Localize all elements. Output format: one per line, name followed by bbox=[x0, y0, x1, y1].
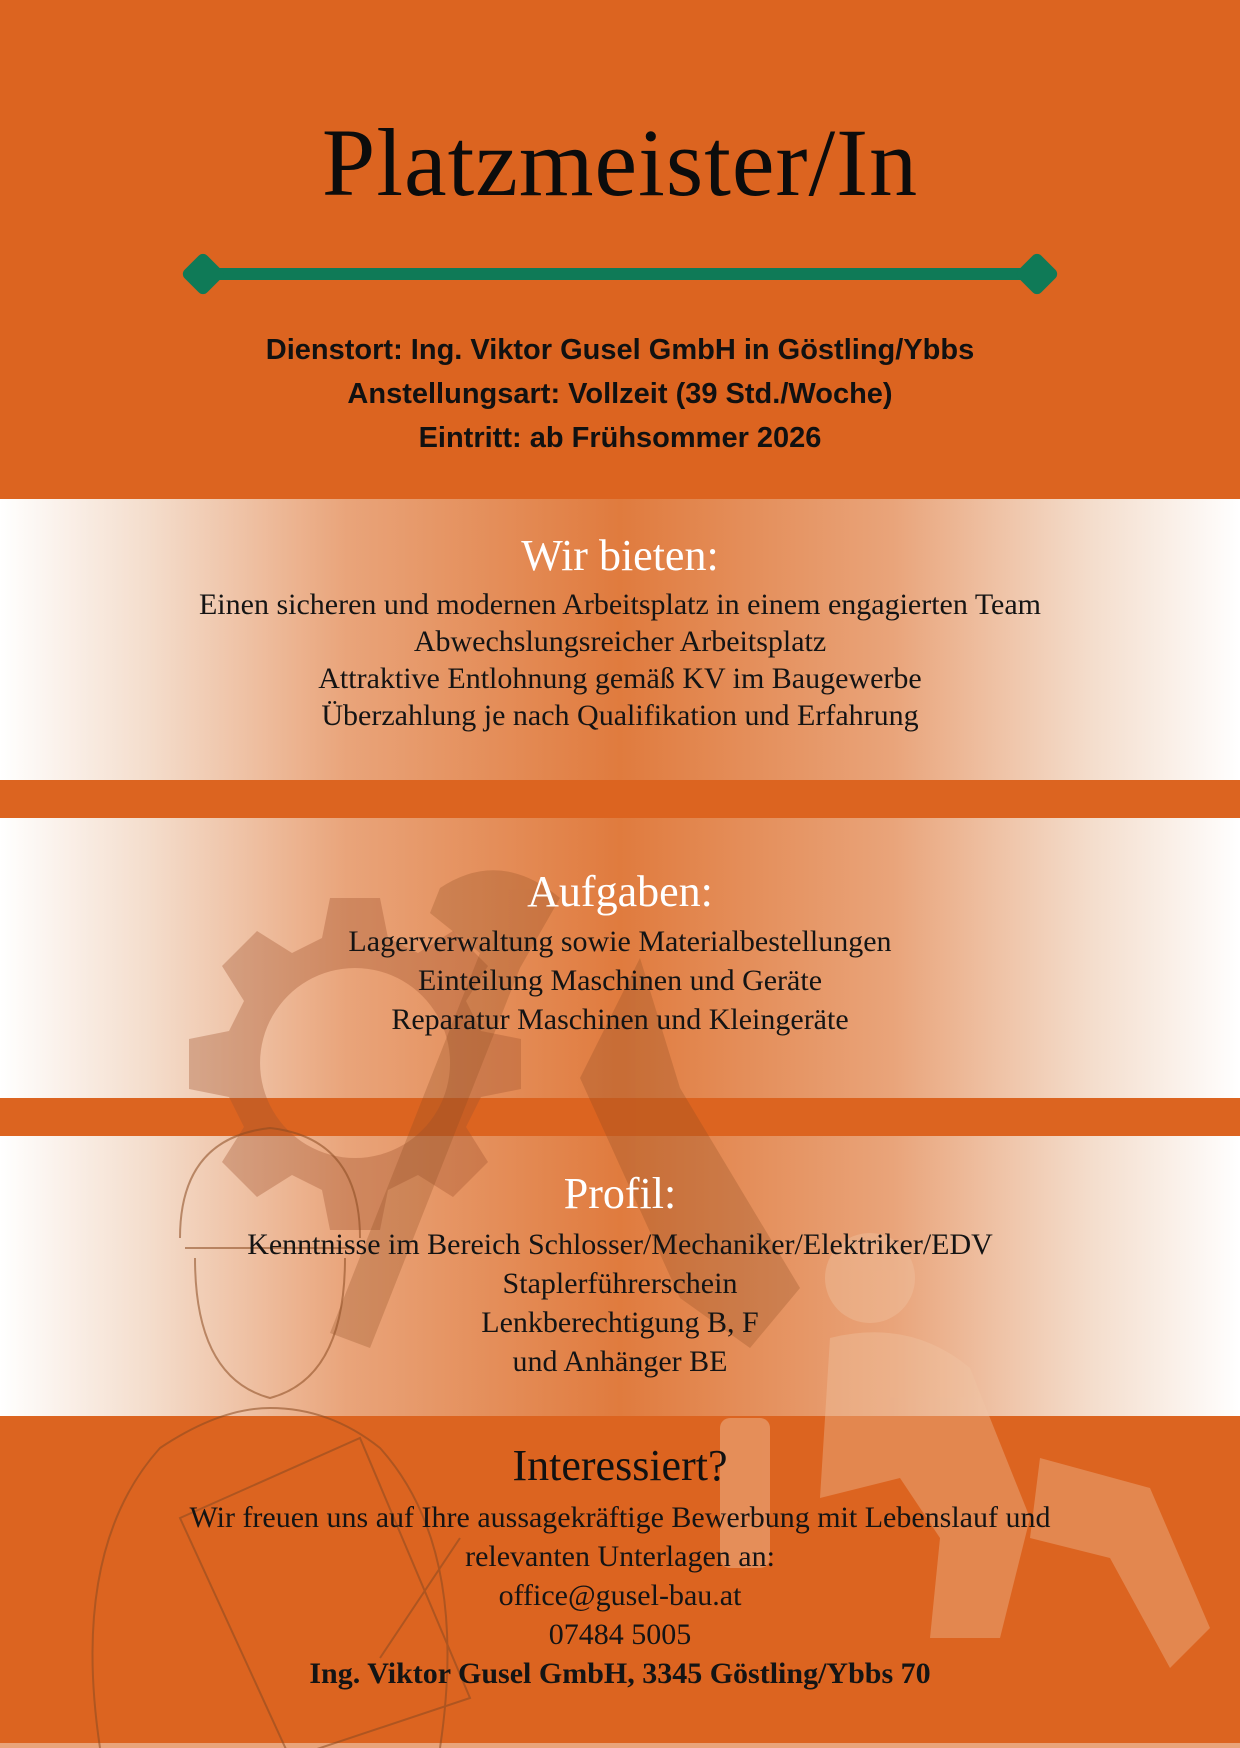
offer-item: Abwechslungsreicher Arbeitsplatz bbox=[413, 625, 827, 658]
section-title-tasks: Aufgaben: bbox=[527, 867, 713, 916]
section-title-contact: Interessiert? bbox=[512, 1441, 728, 1490]
task-item: Lagerverwaltung sowie Materialbestellungen bbox=[348, 925, 892, 958]
task-item: Einteilung Maschinen und Geräte bbox=[417, 964, 823, 997]
section-title-offer: Wir bieten: bbox=[521, 531, 719, 580]
tasks-list bbox=[0, 922, 1240, 1039]
meta-start-date: Eintritt: ab Frühsommer 2026 bbox=[418, 422, 822, 454]
profile-list bbox=[0, 1225, 1240, 1381]
meta-location: Dienstort: Ing. Viktor Gusel GmbH in Göstling/Ybbs bbox=[265, 334, 975, 366]
offer-list bbox=[0, 586, 1240, 734]
offer-item: Einen sicheren und modernen Arbeitsplatz in einem engagierten Team bbox=[198, 588, 1042, 621]
contact-address: Ing. Viktor Gusel GmbH, 3345 Göstling/Ybbs 70 bbox=[309, 1657, 931, 1690]
meta-employment-type: Anstellungsart: Vollzeit (39 Std./Woche) bbox=[347, 378, 893, 410]
profile-item: Lenkberechtigung B, F bbox=[481, 1306, 759, 1339]
contact-phone[interactable]: 07484 5005 bbox=[548, 1618, 692, 1651]
contact-email-link[interactable]: office@gusel-bau.at bbox=[498, 1579, 742, 1612]
offer-item: Überzahlung je nach Qualifikation und Erfahrung bbox=[321, 699, 919, 732]
task-item: Reparatur Maschinen und Kleingeräte bbox=[391, 1003, 849, 1036]
profile-item: und Anhänger BE bbox=[512, 1345, 728, 1378]
contact-block bbox=[0, 1498, 1240, 1693]
profile-item: Staplerführerschein bbox=[502, 1267, 738, 1300]
profile-item: Kenntnisse im Bereich Schlosser/Mechaniker/Elektriker/EDV bbox=[247, 1228, 993, 1261]
contact-text-line: Wir freuen uns auf Ihre aussagekräftige Bewerbung mit Lebenslauf und bbox=[189, 1501, 1051, 1534]
job-title: Platzmeister/In bbox=[321, 109, 919, 216]
section-title-profile: Profil: bbox=[563, 1169, 677, 1218]
contact-text-line: relevanten Unterlagen an: bbox=[465, 1540, 775, 1573]
offer-item: Attraktive Entlohnung gemäß KV im Baugewerbe bbox=[318, 662, 922, 695]
